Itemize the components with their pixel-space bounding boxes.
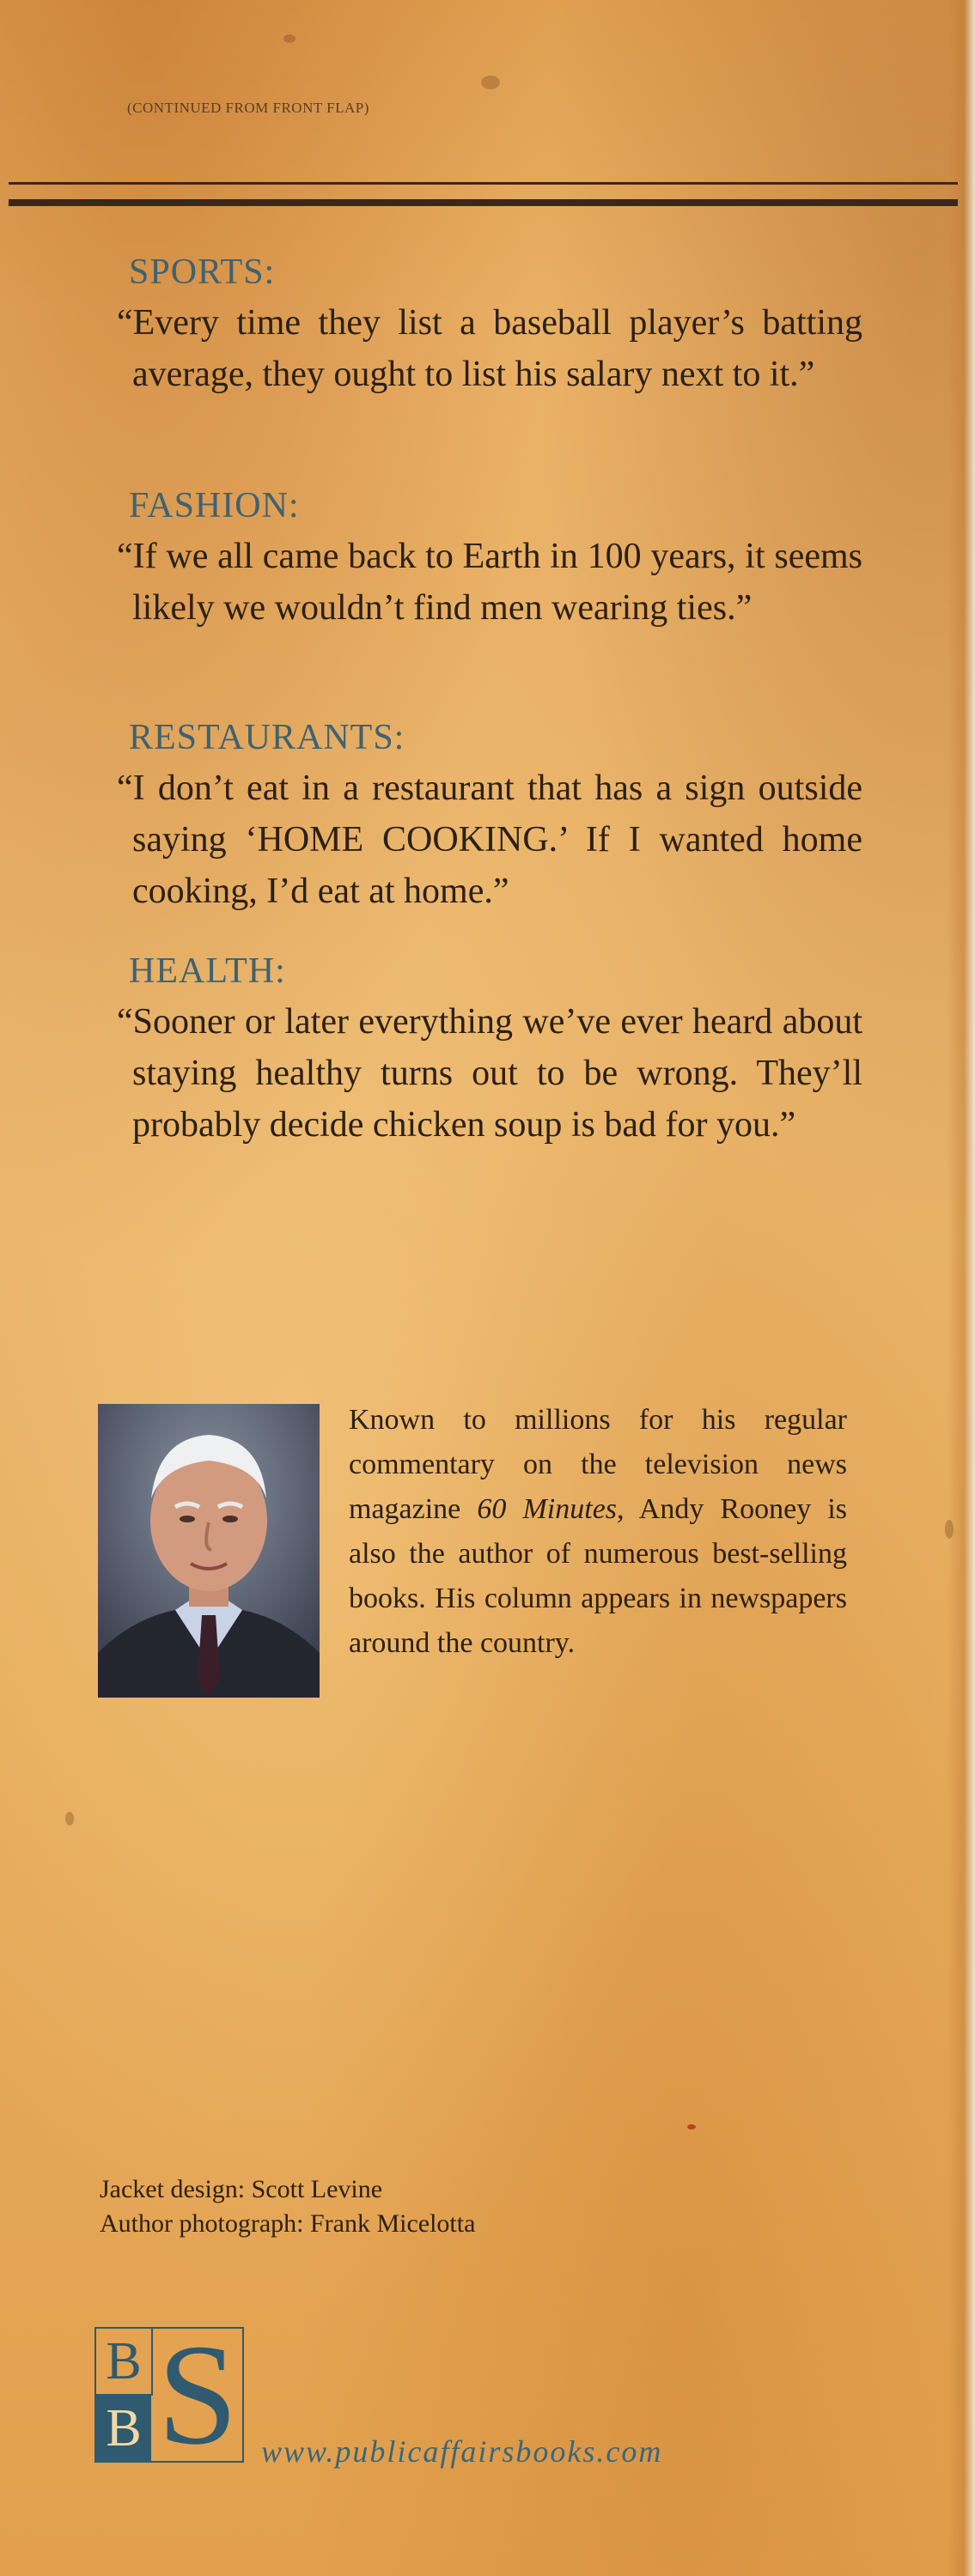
jacket-fold-edge bbox=[948, 0, 975, 2576]
quote-section-restaurants bbox=[107, 720, 862, 917]
jacket-credits bbox=[100, 2172, 475, 2241]
paper-speck bbox=[283, 34, 296, 43]
divider-rule-thick bbox=[9, 199, 958, 206]
author-portrait-illustration bbox=[98, 1404, 320, 1698]
bio-show-title: 60 Minutes bbox=[477, 1493, 618, 1525]
quote-section-sports bbox=[107, 254, 862, 400]
credit-jacket-design: Jacket design: Scott Levine bbox=[100, 2175, 383, 2203]
section-quote: “I don’t eat in a restaurant that has a sign outside saying ‘HOME COOKING.’ If I wanted home cooking, I’d eat at home.” bbox=[117, 769, 862, 911]
section-heading: RESTAURANTS: bbox=[129, 718, 405, 757]
bio-text-start: Known to millions for his regular commentary on the television news magazine bbox=[349, 1404, 847, 1525]
section-quote: “Every time they list a baseball player’s batting average, they ought to list his salary next to it.” bbox=[117, 303, 862, 394]
quote-section-health bbox=[107, 953, 862, 1151]
publisher-website-link[interactable]: www.publicaffairsbooks.com bbox=[261, 2434, 663, 2469]
continued-note: (CONTINUED FROM FRONT FLAP) bbox=[127, 100, 369, 116]
section-heading: HEALTH: bbox=[129, 951, 286, 991]
paper-speck bbox=[481, 76, 500, 89]
author-bio bbox=[349, 1398, 847, 1666]
paper-speck bbox=[687, 2124, 696, 2129]
logo-letter-top: B bbox=[96, 2329, 153, 2396]
section-quote: “If we all came back to Earth in 100 years, it seems likely we wouldn’t find men wearing ties.” bbox=[117, 537, 862, 628]
logo-letter-bottom: B bbox=[96, 2396, 151, 2461]
bio-text-end: , Andy Rooney is also the author of numerous best-selling books. His column appears in newspapers around the country. bbox=[349, 1493, 847, 1659]
section-heading: FASHION: bbox=[129, 486, 300, 526]
quote-section-fashion bbox=[107, 488, 862, 634]
section-quote: “Sooner or later everything we’ve ever heard about staying healthy turns out to be wrong. They’ll probably decide chicken soup is bad for you.” bbox=[117, 1002, 862, 1145]
paper-speck bbox=[65, 1812, 74, 1826]
paper-speck bbox=[945, 1520, 954, 1539]
divider-rule-thin bbox=[9, 182, 958, 185]
author-photo bbox=[98, 1404, 320, 1698]
publisher-logo bbox=[94, 2315, 244, 2475]
logo-letter-s: S bbox=[157, 2315, 238, 2475]
credit-author-photograph: Author photograph: Frank Micelotta bbox=[100, 2209, 476, 2238]
section-heading: SPORTS: bbox=[129, 252, 276, 292]
